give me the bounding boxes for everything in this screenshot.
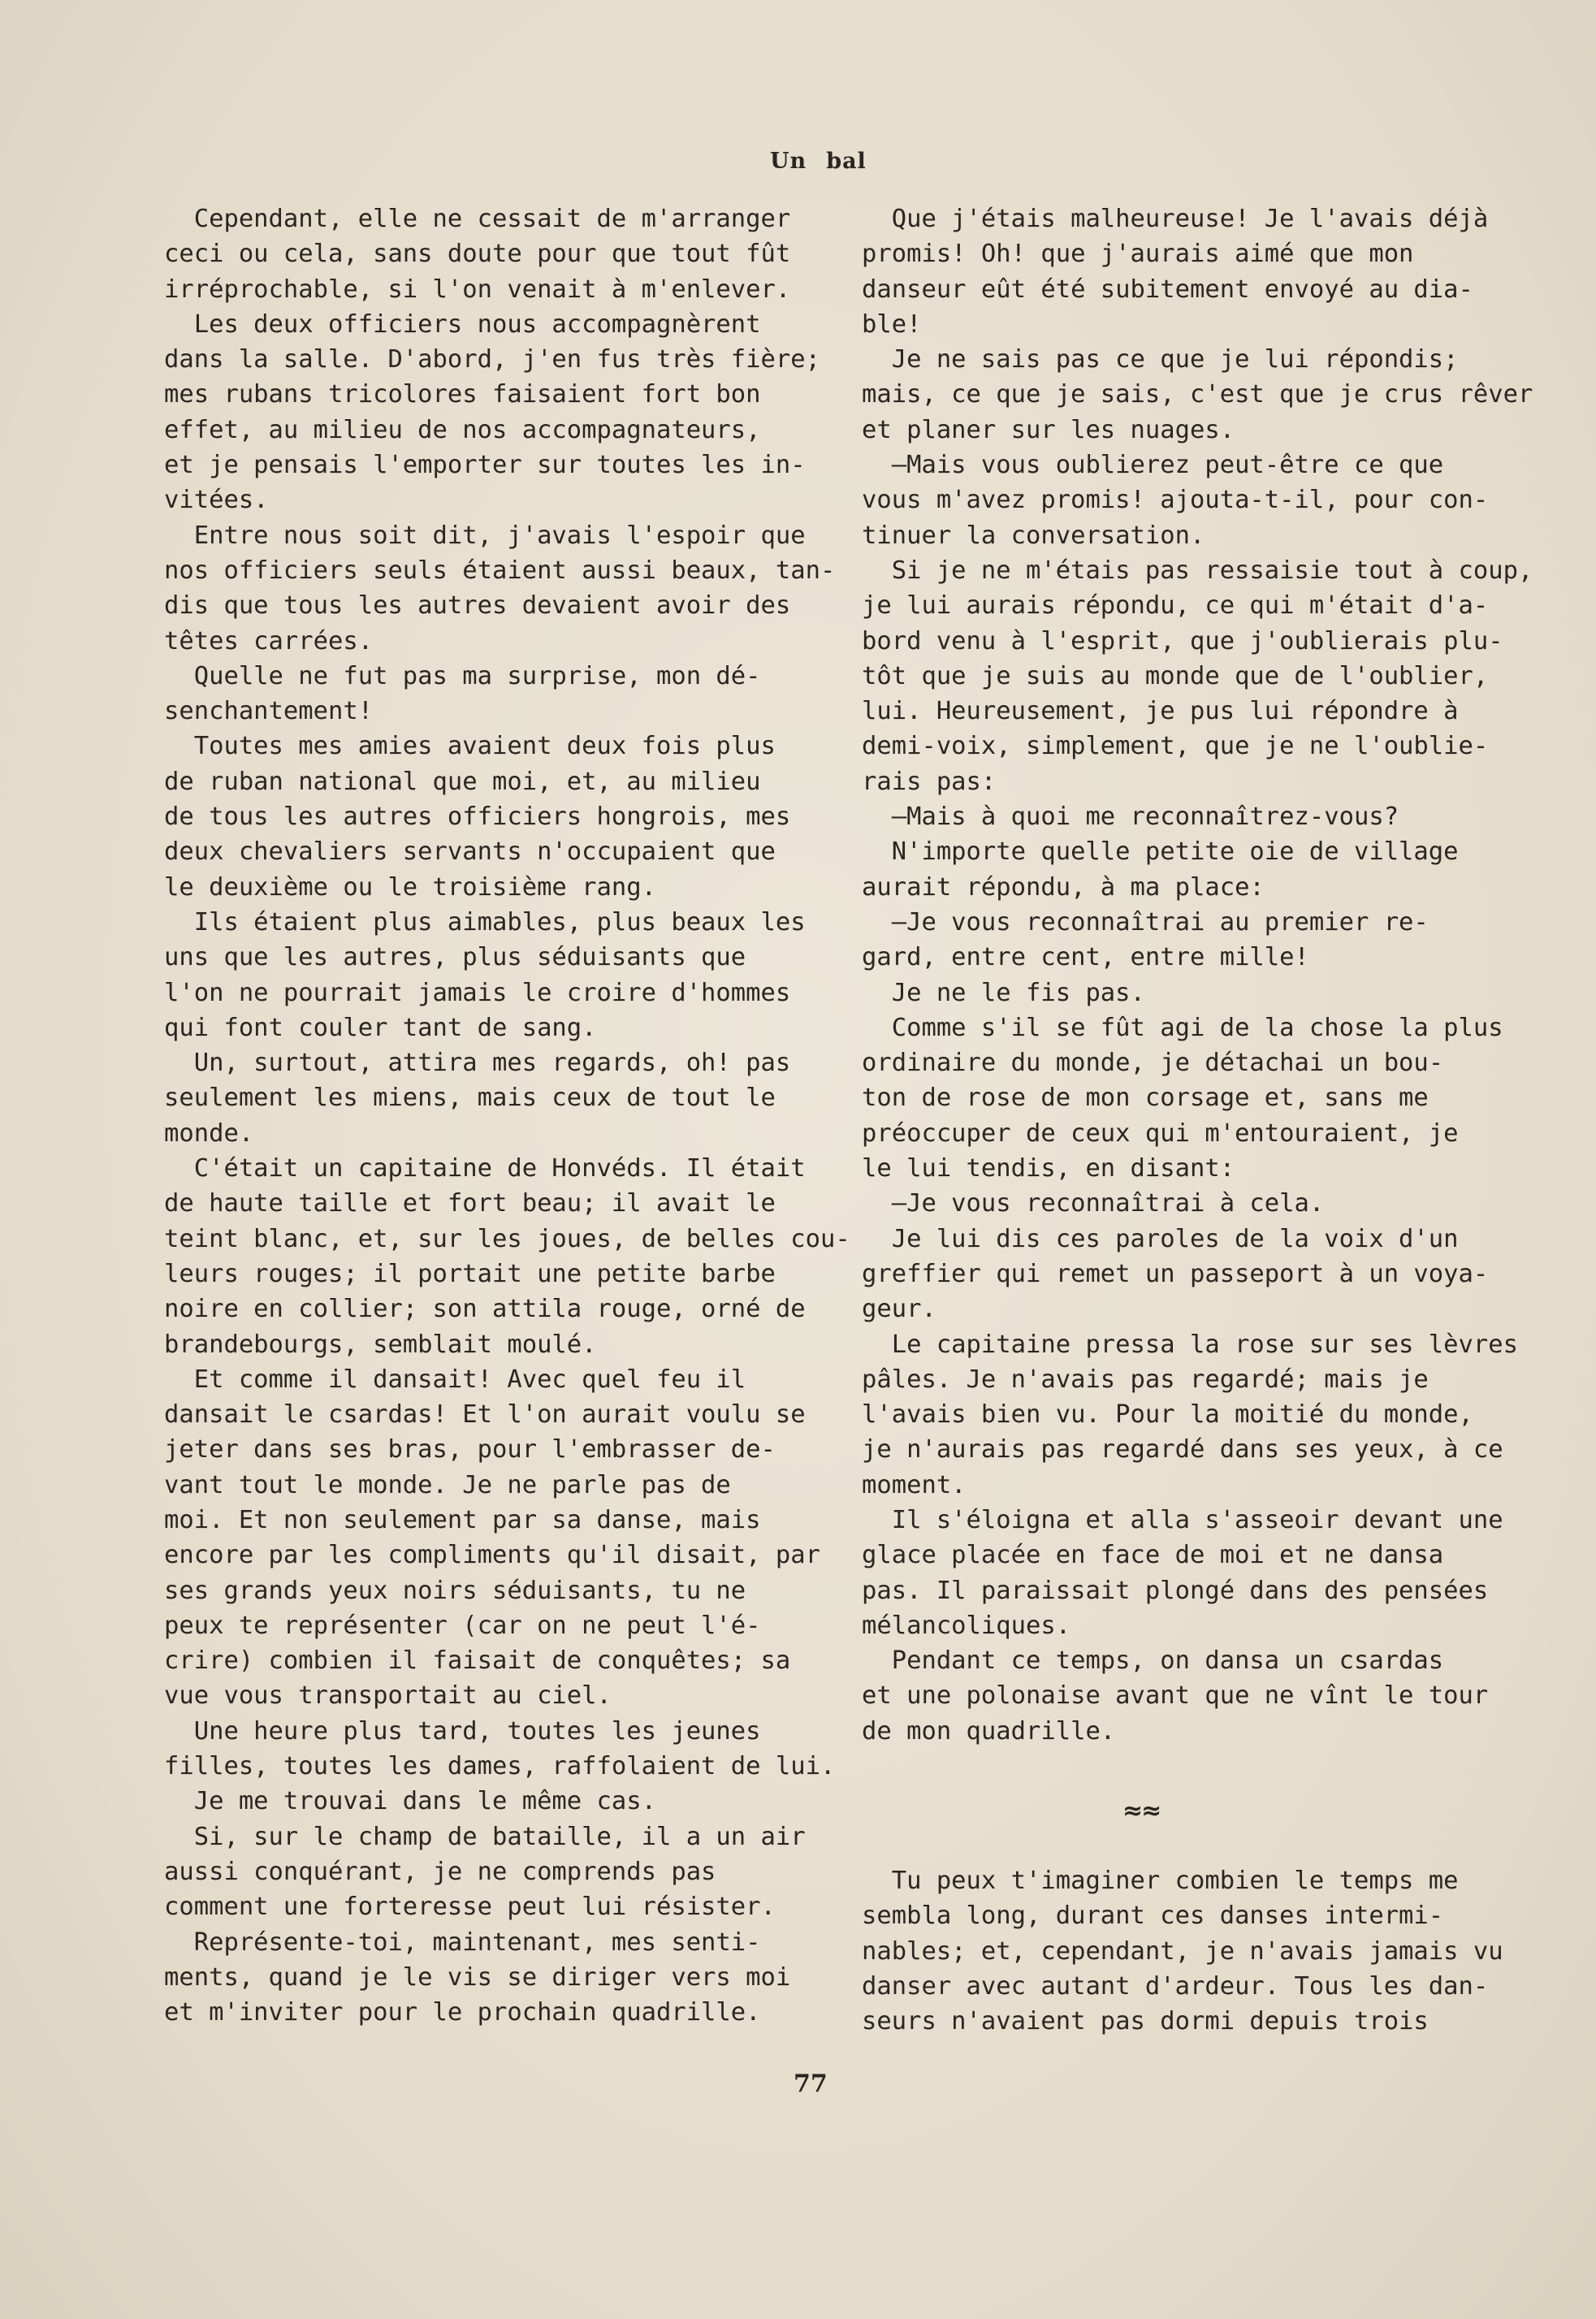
text-line: seulement les miens, mais ceux de tout le — [164, 1084, 776, 1113]
text-line: C'était un capitaine de Honvéds. Il était — [164, 1154, 806, 1183]
text-line: dans la salle. D'abord, j'en fus très fière; — [164, 345, 820, 374]
text-line: mélancoliques. — [862, 1611, 1071, 1640]
text-line: Pendant ce temps, on dansa un csardas — [862, 1646, 1444, 1676]
text-line: l'on ne pourrait jamais le croire d'hommes — [164, 978, 791, 1007]
page-number: 77 — [794, 2070, 828, 2098]
text-line: gard, entre cent, entre mille! — [862, 943, 1309, 972]
text-line: Je ne sais pas ce que je lui répondis; — [862, 345, 1459, 374]
text-line: Que j'étais malheureuse! Je l'avais déjà — [862, 205, 1489, 233]
text-line: Et comme il dansait! Avec quel feu il — [164, 1365, 746, 1394]
text-line: monde. — [164, 1118, 254, 1148]
text-line: moi. Et non seulement par sa danse, mais — [164, 1505, 761, 1534]
text-line: vue vous transportait au ciel. — [164, 1681, 612, 1711]
text-line: —Mais à quoi me reconnaîtrez-vous? — [862, 803, 1399, 832]
text-line: Toutes mes amies avaient deux fois plus — [164, 732, 776, 761]
text-line: brandebourgs, semblait moulé. — [164, 1330, 597, 1359]
text-line: irréprochable, si l'on venait à m'enlever. — [164, 275, 791, 304]
text-line: Tu peux t'imaginer combien le temps me — [862, 1867, 1459, 1895]
text-line: filles, toutes les dames, raffolaient de lui. — [164, 1752, 836, 1781]
header-word-un: Un — [770, 149, 807, 174]
text-line: seurs n'avaient pas dormi depuis trois — [862, 2007, 1429, 2036]
text-line: senchantement! — [164, 697, 374, 726]
text-line: Je lui dis ces paroles de la voix d'un — [862, 1224, 1459, 1253]
text-line: Entre nous soit dit, j'avais l'espoir que — [164, 521, 806, 550]
text-line: têtes carrées. — [164, 626, 374, 655]
text-line: tôt que je suis au monde que de l'oublier, — [862, 661, 1489, 690]
text-line: Si je ne m'étais pas ressaisie tout à coup, — [862, 556, 1533, 585]
text-line: aurait répondu, à ma place: — [862, 872, 1265, 902]
right-text-column-continued — [862, 1863, 1503, 2039]
text-line: vant tout le monde. Je ne parle pas de — [164, 1470, 731, 1499]
text-line: —Je vous reconnaîtrai à cela. — [862, 1189, 1325, 1218]
right-text-column — [862, 201, 1533, 1749]
text-line: Il s'éloigna et alla s'asseoir devant une — [862, 1505, 1503, 1534]
text-line: Comme s'il se fût agi de la chose la plus — [862, 1013, 1503, 1042]
text-line: Le capitaine pressa la rose sur ses lèvres — [862, 1330, 1518, 1359]
text-line: encore par les compliments qu'il disait, par — [164, 1541, 820, 1570]
text-line: Si, sur le champ de bataille, il a un air — [164, 1822, 806, 1851]
text-line: dis que tous les autres devaient avoir des — [164, 591, 791, 621]
header-word-bal: bal — [826, 149, 867, 174]
text-line: N'importe quelle petite oie de village — [862, 837, 1459, 867]
text-line: et une polonaise avant que ne vînt le tour — [862, 1681, 1489, 1711]
text-line: —Mais vous oublierez peut-être ce que — [862, 451, 1444, 480]
text-line: ments, quand je le vis se diriger vers moi — [164, 1962, 791, 1992]
text-line: vitées. — [164, 486, 269, 515]
text-line: ceci ou cela, sans doute pour que tout fût — [164, 240, 791, 269]
text-line: crire) combien il faisait de conquêtes; sa — [164, 1646, 791, 1676]
text-line: mes rubans tricolores faisaient fort bon — [164, 380, 761, 409]
text-line: danser avec autant d'ardeur. Tous les dan- — [862, 1971, 1489, 2001]
text-line: et je pensais l'emporter sur toutes les in- — [164, 451, 806, 480]
text-line: ordinaire du monde, je détachai un bou- — [862, 1049, 1444, 1078]
text-line: mais, ce que je sais, c'est que je crus rêver — [862, 380, 1533, 409]
text-line: jeter dans ses bras, pour l'embrasser de- — [164, 1435, 776, 1465]
text-line: Cependant, elle ne cessait de m'arranger — [164, 205, 791, 233]
text-line: Les deux officiers nous accompagnèrent — [164, 309, 761, 339]
text-line: Ils étaient plus aimables, plus beaux les — [164, 907, 806, 937]
text-line: Une heure plus tard, toutes les jeunes — [164, 1716, 761, 1746]
text-line: et m'inviter pour le prochain quadrille. — [164, 1998, 761, 2027]
text-line: promis! Oh! que j'aurais aimé que mon — [862, 240, 1414, 269]
text-line: préoccuper de ceux qui m'entouraient, je — [862, 1118, 1459, 1148]
text-line: nos officiers seuls étaient aussi beaux, tan- — [164, 556, 836, 585]
text-line: l'avais bien vu. Pour la moitié du monde, — [862, 1400, 1473, 1430]
text-line: de tous les autres officiers hongrois, mes — [164, 803, 791, 832]
text-line: glace placée en face de moi et ne dansa — [862, 1541, 1444, 1570]
text-line: Quelle ne fut pas ma surprise, mon dé- — [164, 661, 761, 690]
text-line: demi-voix, simplement, que je ne l'oublie- — [862, 732, 1489, 761]
text-line: le lui tendis, en disant: — [862, 1154, 1235, 1183]
text-line: vous m'avez promis! ajouta-t-il, pour con- — [862, 486, 1489, 515]
text-line: pas. Il paraissait plongé dans des pensées — [862, 1576, 1489, 1605]
text-line: sembla long, durant ces danses intermi- — [862, 1901, 1444, 1931]
text-line: noire en collier; son attila rouge, orné de — [164, 1295, 806, 1324]
text-line: geur. — [862, 1295, 936, 1324]
text-line: Un, surtout, attira mes regards, oh! pas — [164, 1049, 791, 1078]
text-line: tinuer la conversation. — [862, 521, 1205, 550]
text-line: rais pas: — [862, 767, 997, 796]
text-line: et planer sur les nuages. — [862, 415, 1235, 444]
text-line: dansait le csardas! Et l'on aurait voulu se — [164, 1400, 806, 1430]
text-line: greffier qui remet un passeport à un voya- — [862, 1259, 1489, 1288]
text-line: deux chevaliers servants n'occupaient que — [164, 837, 776, 867]
text-line: de haute taille et fort beau; il avait le — [164, 1189, 776, 1218]
text-line: ble! — [862, 309, 922, 339]
left-text-column — [164, 201, 850, 2030]
text-line: ton de rose de mon corsage et, sans me — [862, 1084, 1429, 1113]
text-line: danseur eût été subitement envoyé au dia- — [862, 275, 1473, 304]
text-line: je n'aurais pas regardé dans ses yeux, à ce — [862, 1435, 1503, 1465]
text-line: nables; et, cependant, je n'avais jamais vu — [862, 1936, 1503, 1966]
text-line: peux te représenter (car on ne peut l'é- — [164, 1611, 761, 1640]
text-line: —Je vous reconnaîtrai au premier re- — [862, 907, 1429, 937]
text-line: comment une forteresse peut lui résister. — [164, 1893, 776, 1922]
text-line: Je ne le fis pas. — [862, 978, 1145, 1007]
text-line: de ruban national que moi, et, au milieu — [164, 767, 761, 796]
text-line: lui. Heureusement, je pus lui répondre à — [862, 697, 1459, 726]
running-header — [770, 149, 867, 174]
text-line: Représente-toi, maintenant, mes senti- — [164, 1927, 761, 1957]
text-line: effet, au milieu de nos accompagnateurs, — [164, 415, 761, 444]
text-line: teint blanc, et, sur les joues, de belles cou- — [164, 1224, 850, 1253]
text-line: ses grands yeux noirs séduisants, tu ne — [164, 1576, 746, 1605]
text-line: bord venu à l'esprit, que j'oublierais plu- — [862, 626, 1503, 655]
text-line: de mon quadrille. — [862, 1716, 1116, 1746]
text-line: pâles. Je n'avais pas regardé; mais je — [862, 1365, 1429, 1394]
text-line: aussi conquérant, je ne comprends pas — [164, 1857, 716, 1886]
text-line: je lui aurais répondu, ce qui m'était d'a- — [862, 591, 1489, 621]
text-line: qui font couler tant de sang. — [164, 1013, 597, 1042]
text-line: Je me trouvai dans le même cas. — [164, 1787, 656, 1816]
text-line: moment. — [862, 1470, 967, 1499]
text-line: uns que les autres, plus séduisants que — [164, 943, 746, 972]
section-break-ornament: ≈≈ — [1122, 1797, 1161, 1825]
text-line: le deuxième ou le troisième rang. — [164, 872, 656, 902]
text-line: leurs rouges; il portait une petite barbe — [164, 1259, 776, 1288]
